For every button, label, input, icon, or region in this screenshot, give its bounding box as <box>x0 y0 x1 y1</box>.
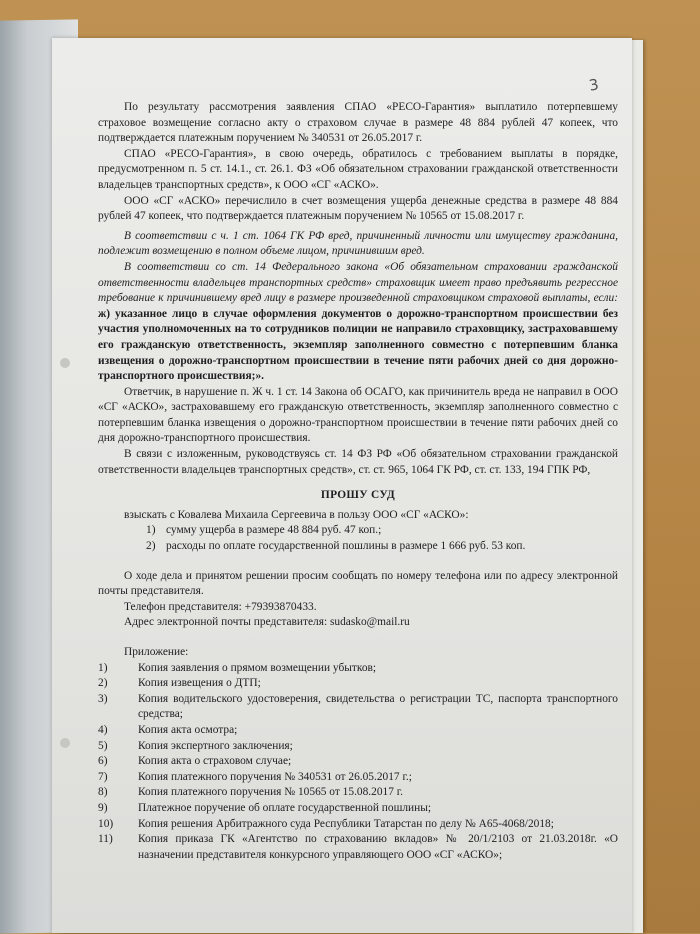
claim-number: 2) <box>146 540 156 553</box>
attachment-text: Копия решения Арбитражного суда Республики Татарстан по делу № А65-4068/2018; <box>138 817 554 830</box>
attachment-number: 5) <box>98 739 108 752</box>
attachment-item <box>98 801 618 817</box>
binder-hole-bottom <box>60 738 70 748</box>
paragraph-reso-claim: СПАО «РЕСО-Гарантия», в свою очередь, обратилось с требованием выплаты в порядке, предусмотренном п. 5 ст. 14.1., ст. 26.1. ФЗ «Об обязательном страховании гражданской ответственности владельцев транспортных средств», к ООО «СГ «АСКО». <box>98 147 618 191</box>
claim-text: расходы по оплате государственной пошлины в размере 1 666 руб. 53 коп. <box>166 540 526 553</box>
claim-text: сумму ущерба в размере 48 884 руб. 47 коп.; <box>166 524 382 537</box>
attachment-number: 10) <box>98 817 114 830</box>
request-title: ПРОШУ СУД <box>320 489 396 502</box>
attachment-item <box>98 739 618 755</box>
attachment-item <box>98 785 618 801</box>
claim-item <box>146 539 618 555</box>
attachment-text: Копия платежного поручения № 340531 от 26.05.2017 г.; <box>138 770 412 783</box>
document-page <box>52 38 632 933</box>
email-line: Адрес электронной почты представителя: sudasko@mail.ru <box>124 616 410 629</box>
attachments-title: Приложение: <box>124 646 189 658</box>
attachment-item <box>98 661 618 677</box>
attachment-number: 8) <box>98 786 108 799</box>
attachment-item <box>98 770 618 786</box>
request-intro: взыскать с Ковалева Михаила Сергеевича в пользу ООО «СГ «АСКО»: <box>124 508 469 521</box>
attachment-item <box>98 754 618 770</box>
claim-number: 1) <box>146 524 156 537</box>
document-body <box>98 100 618 863</box>
paragraph-payment: По результату рассмотрения заявления СПАО «РЕСО-Гарантия» выплатило потерпевшему страховое возмещение согласно акту о страховом случае в размере 48 884 рублей 47 копеек, что подтверждается платежным поручением № 340531 от 26.05.2017 г. <box>98 101 618 145</box>
paragraph-defendant: Ответчик, в нарушение п. Ж ч. 1 ст. 14 Закона об ОСАГО, как причинитель вреда не направил в ООО «СГ «АСКО», застраховавшему его гражданскую ответственность, экземпляр заполненного совместно с потерпевшим бланка извещения о дорожно-транспортном происшествии в течение пяти рабочих дней со дня дорожно-транспортного происшествия. <box>98 385 618 445</box>
attachment-number: 9) <box>98 801 108 814</box>
attachment-text: Платежное поручение об оплате государственной пошлины; <box>138 801 432 814</box>
paragraph-law-article <box>98 260 618 385</box>
attachment-text: Копия заявления о прямом возмещении убытков; <box>138 661 377 674</box>
attachments-list <box>98 661 618 864</box>
attachment-item <box>98 692 618 723</box>
phone-line: Телефон представителя: +79393870433. <box>124 600 317 613</box>
paragraph-notify: О ходе дела и принятом решении просим сообщать по номеру телефона или по адресу электронной почты представителя. <box>98 569 618 598</box>
binder-hole-top <box>60 358 70 368</box>
attachment-text: Копия приказа ГК «Агентство по страхованию вкладов» № 20/1/2103 от 21.03.2018г. «О назначении представителя конкурсного управляющего ООО «СГ «АСКО»; <box>138 833 618 861</box>
claims-list <box>146 523 618 554</box>
attachment-item <box>98 832 618 863</box>
paragraph-civil-code: В соответствии с ч. 1 ст. 1064 ГК РФ вред, причиненный личности или имуществу гражданина, подлежит возмещению в полном объеме лицом, причинившим вред. <box>98 229 618 258</box>
attachment-item <box>98 817 618 833</box>
attachment-text: Копия экспертного заключения; <box>138 739 293 752</box>
attachment-number: 4) <box>98 723 108 736</box>
law-text-italic: В соответствии со ст. 14 Федерального закона «Об обязательном страховании гражданской ответственности владельцев транспортных средств» страховщик имеет право предъявить регрессное требование к причинившему вред лицу в размере произведенной страховщиком страховой выплаты, если: <box>98 260 618 305</box>
attachment-text: Копия платежного поручения № 10565 от 15.08.2017 г. <box>138 786 404 799</box>
attachment-number: 6) <box>98 755 108 768</box>
claim-item <box>146 523 618 539</box>
attachment-number: 7) <box>98 770 108 783</box>
attachment-text: Копия водительского удостоверения, свидетельства о регистрации ТС, паспорта транспортного средства; <box>138 692 618 721</box>
handwritten-page-number: 3 <box>587 75 601 95</box>
attachment-number: 2) <box>98 677 108 690</box>
attachment-number: 1) <box>98 661 108 674</box>
law-text-bold: ж) указанное лицо в случае оформления документов о дорожно-транспортном происшествии без участия уполномоченных на то сотрудников полиции не направило страховщику, застраховавшему его гражданскую ответственность, экземпляр заполненного совместно с потерпевшим бланка извещения о дорожно-транспортном происшествии в течение пяти рабочих дней со дня дорожно-транспортного происшествия;». <box>98 307 618 383</box>
paragraph-asko-transfer: ООО «СГ «АСКО» перечислило в счет возмещения ущерба денежные средства в размере 48 884 рублей 47 копеек, что подтверждается платежным поручением № 10565 от 15.08.2017 г. <box>98 194 618 223</box>
attachment-text: Копия акта о страховом случае; <box>138 755 292 768</box>
attachment-item <box>98 676 618 692</box>
attachment-text: Копия акта осмотра; <box>138 723 238 736</box>
attachment-text: Копия извещения о ДТП; <box>138 677 261 690</box>
paragraph-grounds: В связи с изложенным, руководствуясь ст. 14 ФЗ РФ «Об обязательном страховании гражданской ответственности владельцев транспортных средств», ст. ст. 965, 1064 ГК РФ, ст. ст. 133, 194 ГПК РФ, <box>98 448 618 476</box>
attachment-number: 3) <box>98 692 108 705</box>
attachment-item <box>98 723 618 739</box>
attachment-number: 11) <box>98 833 113 846</box>
